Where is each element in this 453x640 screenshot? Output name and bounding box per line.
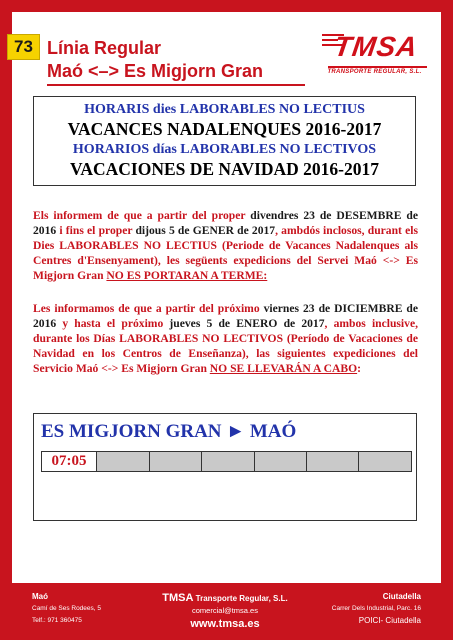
notice-text: , ambos inclusive, durante los Días LABORABLES NO LECTIVOS (Período de Vacaciones de Navidad en los Centros de Enseñanza), las siguientes expediciones del Servicio Maó <-> Es Migjorn Gran — [33, 317, 418, 375]
footer-address-ciutadella: Carrer Dels Industrial, Parc. 16 — [331, 605, 421, 612]
notice-catalan — [33, 208, 418, 283]
schedule-header-box — [33, 96, 416, 186]
header-subtitle-spanish: HORARIOS días LABORABLES NO LECTIVOS — [72, 142, 377, 157]
notice-text: i fins el proper — [56, 224, 136, 237]
header-title-catalan: VACANCES NADALENQUES 2016-2017 — [67, 119, 382, 139]
line-title: Línia Regular — [47, 38, 162, 58]
footer-city-mao: Maó — [32, 592, 48, 601]
frame-right-border — [441, 0, 453, 640]
notice-date-start: divendres 23 de DESEMBRE de 2016 — [33, 209, 418, 237]
empty-time-cell — [306, 452, 358, 471]
notice-date-end: jueves 5 de ENERO de 2017 — [169, 317, 325, 330]
timetable-direction-title: ES MIGJORN GRAN ► MAÓ — [41, 421, 297, 442]
footer-city-ciutadella: Ciutadella — [382, 592, 421, 601]
footer-phone: Telf.: 971 360475 — [32, 617, 82, 624]
footer-center — [100, 591, 350, 631]
notice-spanish — [33, 301, 418, 376]
notice-text: : — [357, 362, 361, 375]
notice-date-start: viernes 23 de DICIEMBRE de 2016 — [33, 302, 418, 330]
logo-underline — [328, 66, 427, 68]
empty-time-cell — [96, 452, 148, 471]
logo-tagline: TRANSPORTE REGULAR, S.L. — [327, 69, 422, 75]
frame-left-border — [0, 0, 12, 640]
departure-time: 07:05 — [42, 452, 96, 471]
notice-text: Les informamos de que a partir del próximo — [33, 302, 264, 315]
empty-time-cell — [358, 452, 410, 471]
timetable-box — [33, 413, 417, 521]
footer-area: POICI- Ciutadella — [358, 616, 421, 625]
notice-cancellation: NO SE LLEVARÁN A CABO — [209, 362, 358, 375]
header-subtitle-catalan: HORARIS dies LABORABLES NO LECTIUS — [84, 102, 365, 117]
notice-date-end: dijous 5 de GENER de 2017 — [135, 224, 276, 237]
tmsa-logo — [322, 28, 427, 86]
title-underline — [47, 84, 305, 86]
notice-text: , ambdós inclosos, durant els Dies LABORABLES NO LECTIUS (Periode de Vacances Nadalenques als Centres d'Ensenyament), les següents expedicions del Servei Maó <-> Es Migjorn Gran — [33, 224, 418, 282]
empty-time-cell — [149, 452, 201, 471]
footer-brand-sub: Transporte Regular, S.L. — [193, 594, 288, 603]
header-title-spanish: VACACIONES DE NAVIDAD 2016-2017 — [69, 159, 380, 179]
logo-word: TMSA — [332, 31, 420, 62]
line-route: Maó <–> Es Migjorn Gran — [47, 61, 264, 81]
footer-brand: TMSA — [162, 592, 194, 604]
footer-right — [332, 591, 421, 627]
line-number-badge: 73 — [7, 34, 40, 60]
frame-top-border — [0, 0, 453, 12]
empty-time-cell — [254, 452, 306, 471]
empty-time-cell — [201, 452, 253, 471]
notice-text: Els informem de que a partir del proper — [33, 209, 251, 222]
footer-email-link[interactable]: comercial@tmsa.es — [192, 606, 258, 615]
footer-address-mao: Camí de Ses Rodees, 5 — [32, 605, 102, 612]
notice-cancellation: NO ES PORTARAN A TERME: — [106, 269, 268, 282]
footer-left — [32, 591, 101, 627]
timetable-grid — [41, 451, 412, 472]
footer-website-link[interactable]: www.tmsa.es — [190, 618, 260, 630]
notice-text: y hasta el próximo — [56, 317, 170, 330]
footer-company — [100, 591, 350, 605]
